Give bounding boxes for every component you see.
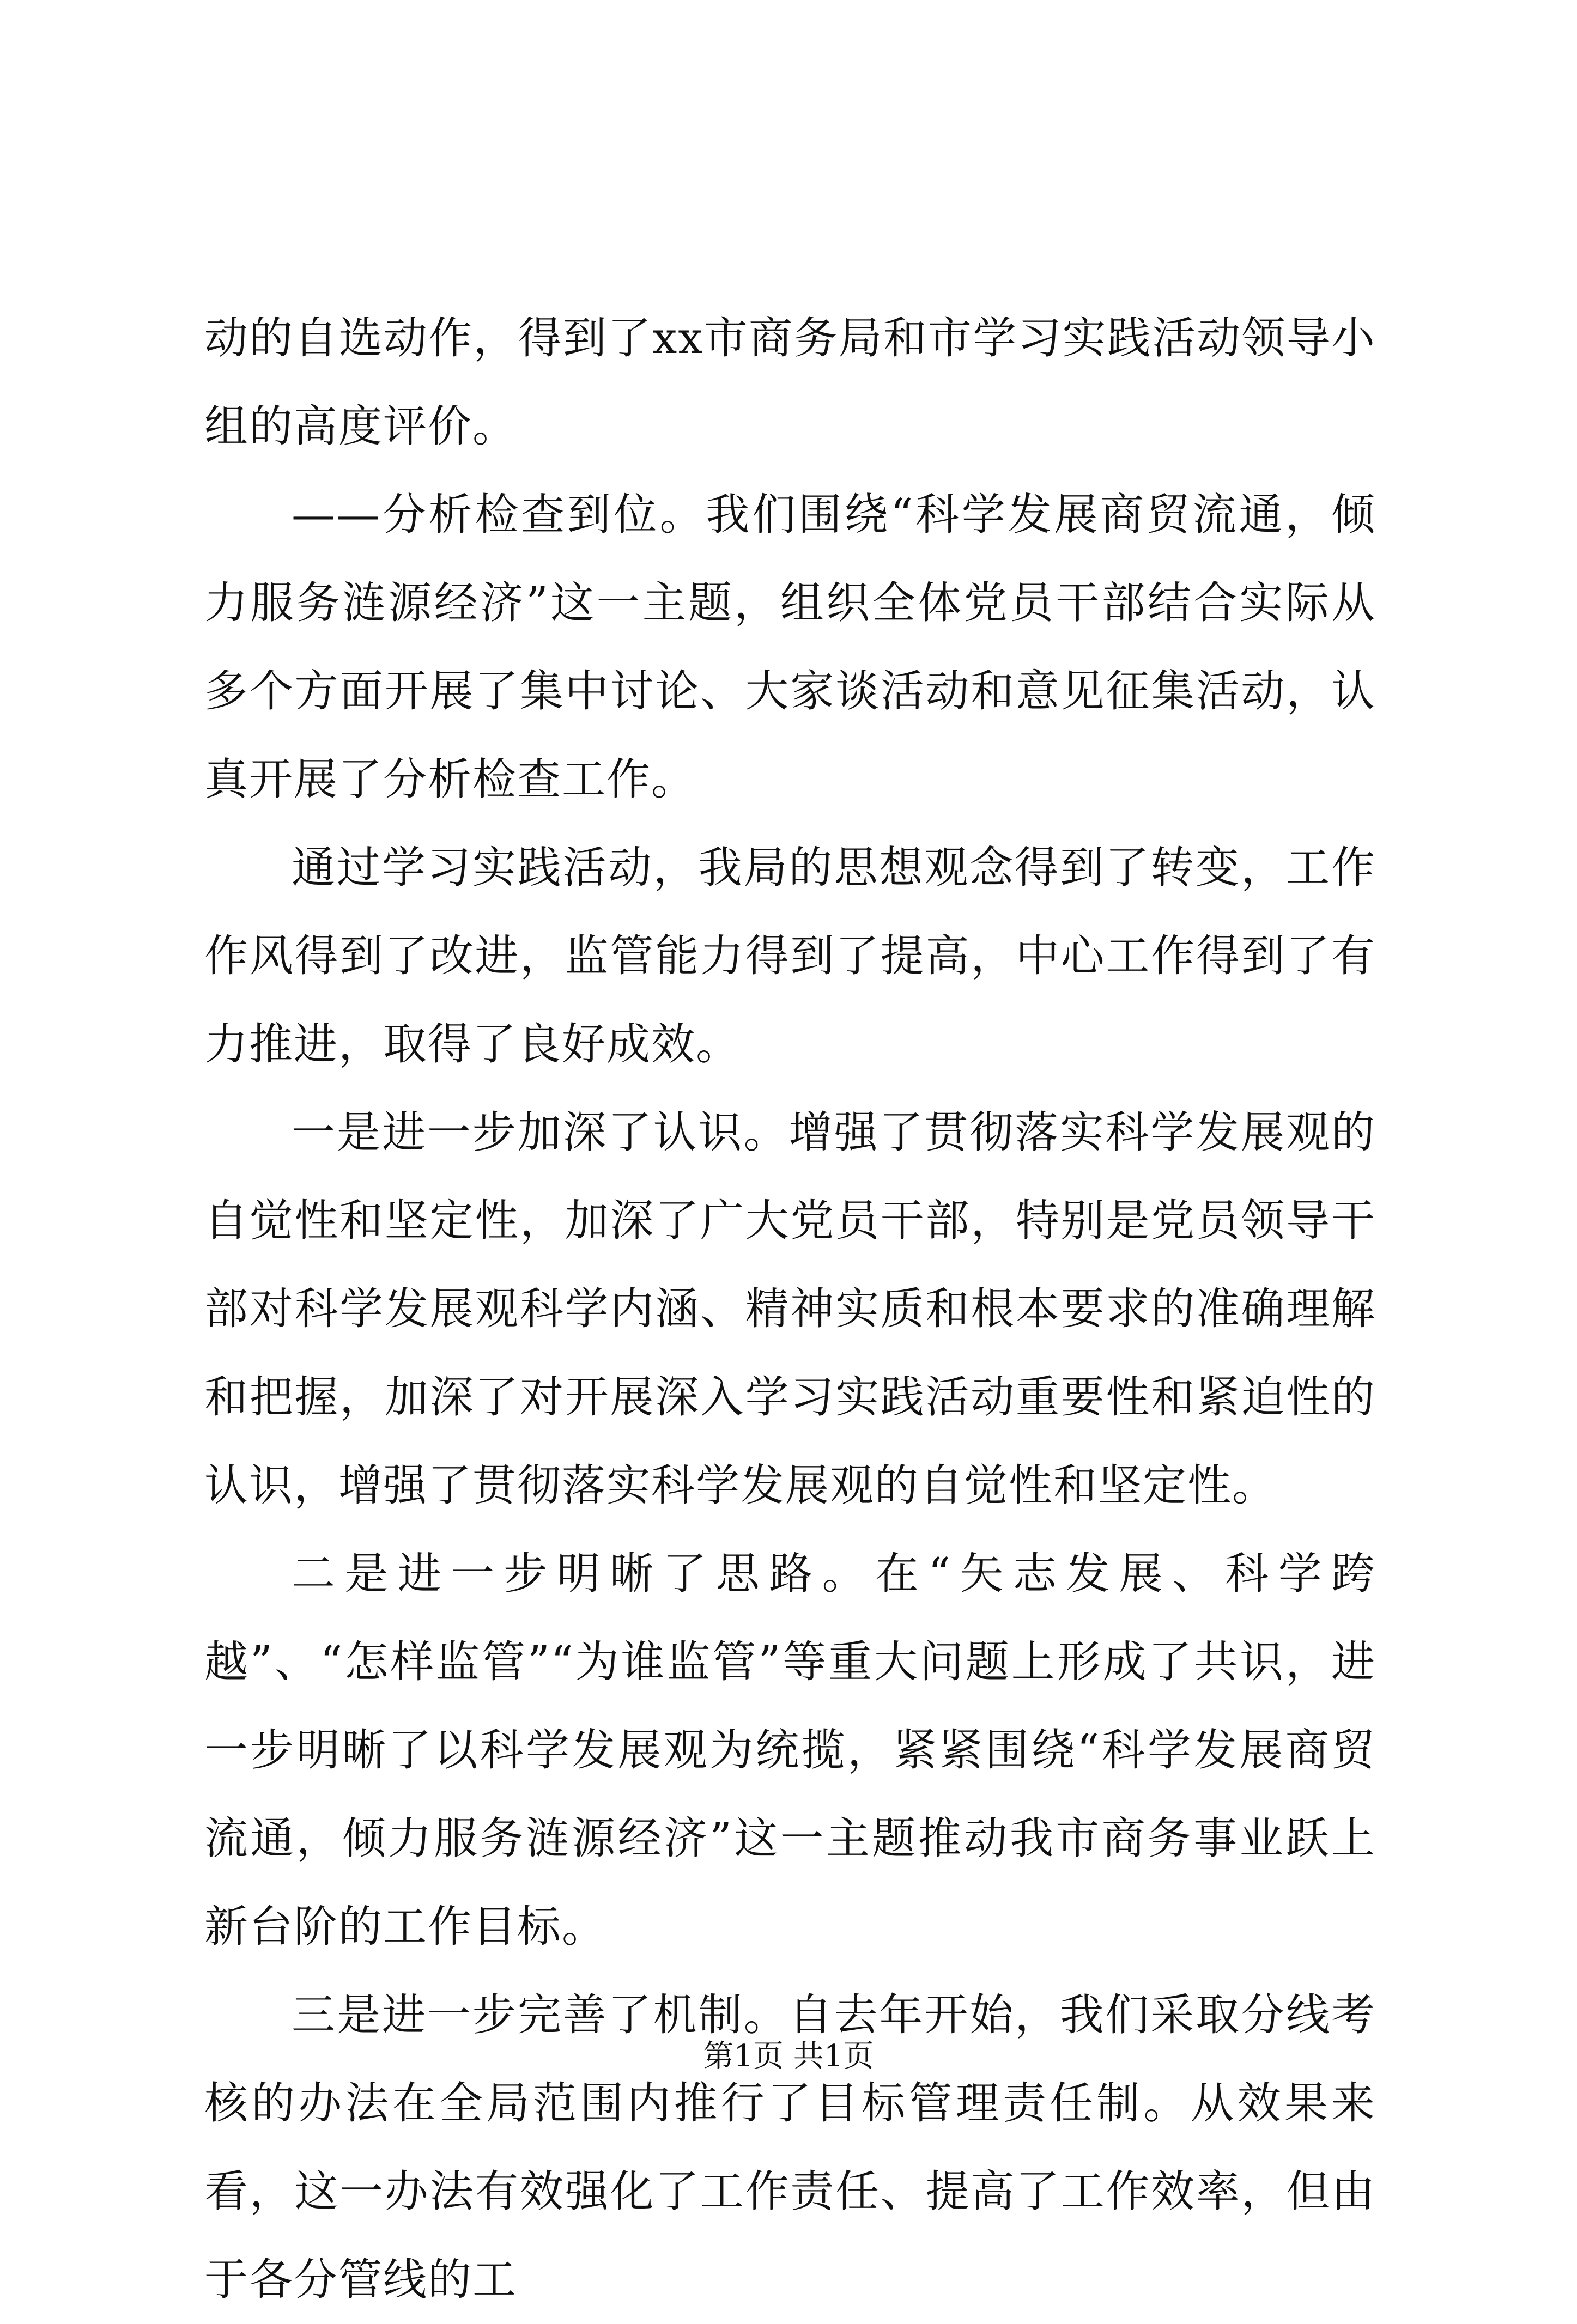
page-footer: 第1页 共1页 [703,2039,874,2074]
paragraph-results-summary: 通过学习实践活动，我局的思想观念得到了转变，工作作风得到了改进，监管能力得到了提高，中心工作得到了有力推进，取得了良好成效。 [204,842,1376,1069]
paragraph-point-one: 一是进一步加深了认识。增强了贯彻落实科学发展观的自觉性和坚定性，加深了广大党员干部，特别是党员领导干部对科学发展观科学内涵、精神实质和根本要求的准确理解和把握，加深了对开展深入学习实践活动重要性和紧迫性的认识，增强了贯彻落实科学发展观的自觉性和坚定性。 [204,1107,1376,1511]
paragraph-point-three: 三是进一步完善了机制。自去年开始，我们采取分线考核的办法在全局范围内推行了目标管理责任制。从效果来看，这一办法有效强化了工作责任、提高了工作效率，但由于各分管线的工 [204,1990,1376,2305]
paragraph-analysis-check: ——分析检查到位。我们围绕“科学发展商贸流通，倾力服务涟源经济”这一主题，组织全体党员干部结合实际从多个方面开展了集中讨论、大家谈活动和意见征集活动，认真开展了分析检查工作。 [204,489,1376,805]
paragraph-point-two: 二是进一步明晰了思路。在“矢志发展、科学跨越”、“怎样监管”“为谁监管”等重大问题上形成了共识，进一步明晰了以科学发展观为统揽，紧紧围绕“科学发展商贸流通，倾力服务涟源经济”这一主题推动我市商务事业跃上新台阶的工作目标。 [204,1548,1376,1952]
paragraph-continuation: 动的自选动作，得到了xx市商务局和市学习实践活动领导小组的高度评价。 [204,313,1376,452]
document-body [204,294,1376,2324]
